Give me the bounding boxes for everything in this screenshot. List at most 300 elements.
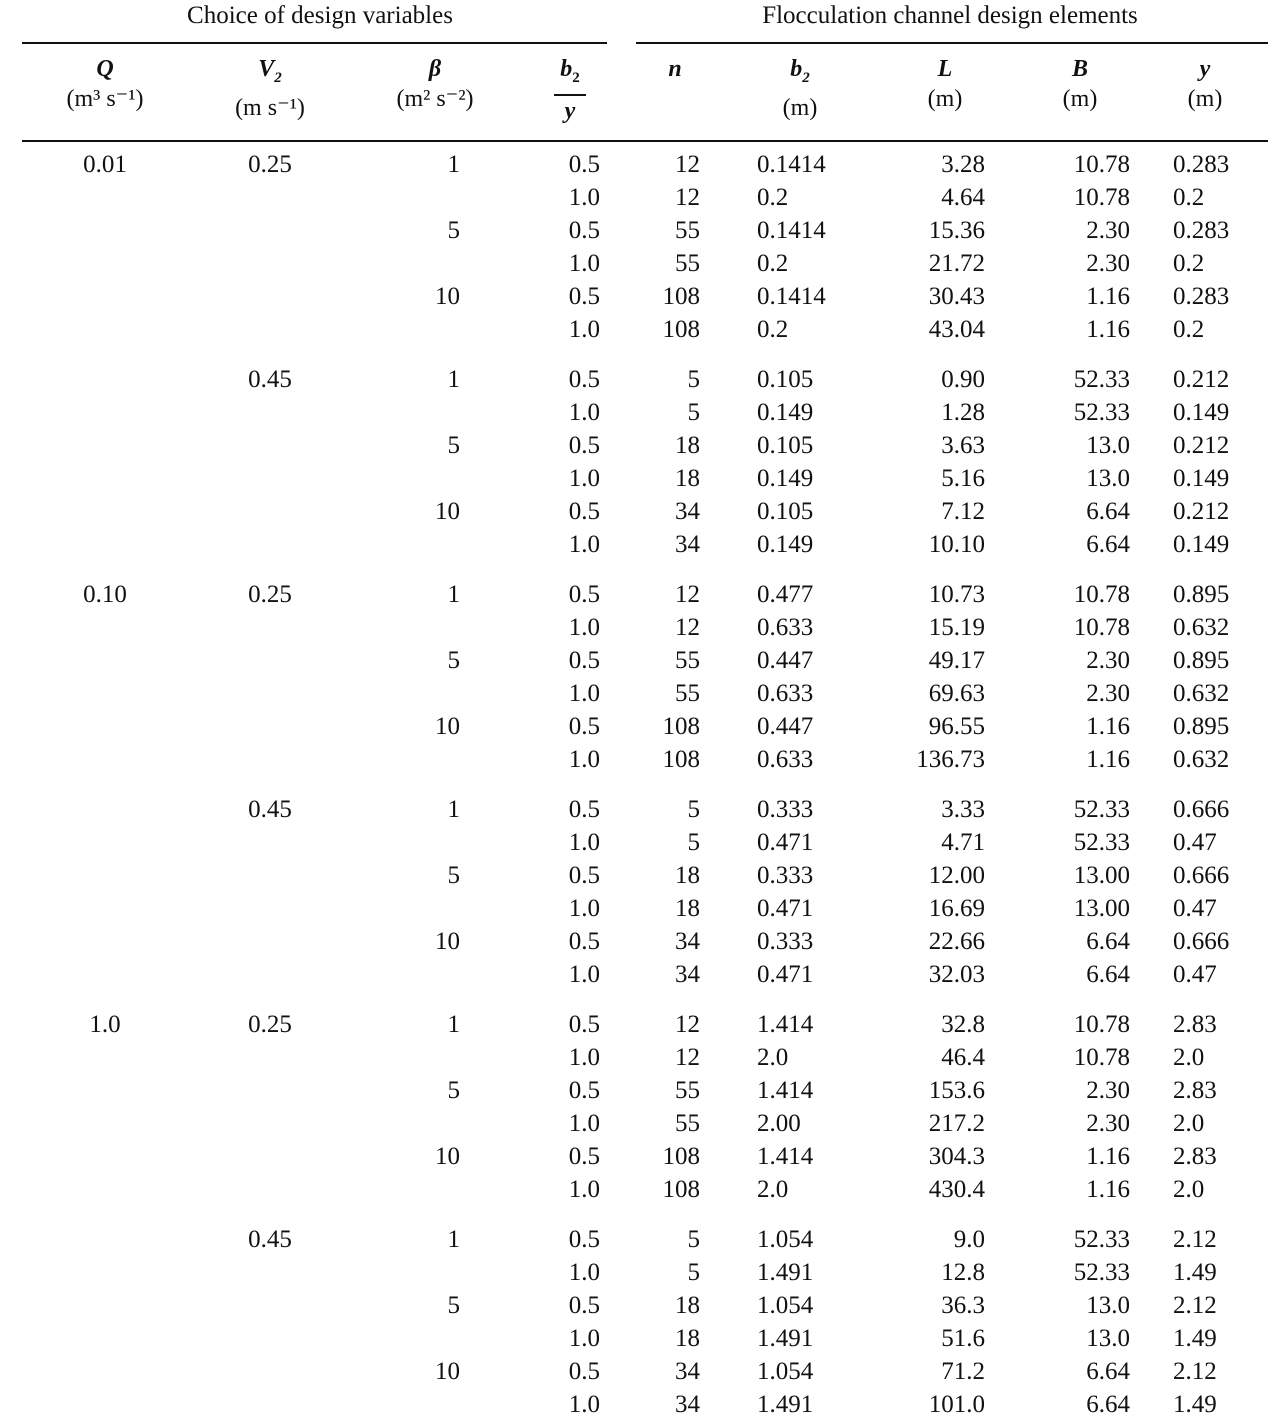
cell-n: 34 — [675, 498, 700, 525]
cell-b2-over-y: 1.0 — [568, 531, 600, 558]
cell-b2-over-y: 1.0 — [568, 399, 600, 426]
group-header-channel-elements: Flocculation channel design elements — [762, 2, 1138, 29]
cell-v2: 0.45 — [248, 1226, 292, 1253]
cell-b: 52.33 — [1073, 366, 1130, 393]
cell-n: 55 — [675, 217, 700, 244]
cell-b2: 1.491 — [757, 1325, 814, 1352]
cell-l: 3.28 — [941, 151, 985, 178]
cell-b2-over-y: 1.0 — [568, 1259, 600, 1286]
cell-n: 108 — [662, 713, 700, 740]
cell-b: 13.00 — [1073, 895, 1130, 922]
cell-y: 2.12 — [1173, 1226, 1217, 1253]
column-header-b2-over-y: $b_2$ y — [550, 55, 590, 124]
cell-l: 15.36 — [928, 217, 985, 244]
cell-b2: 0.105 — [757, 366, 814, 393]
cell-beta: 1 — [447, 1011, 460, 1038]
cell-b2-over-y: 0.5 — [568, 647, 600, 674]
column-unit-q: (m³ s⁻¹) — [66, 86, 144, 112]
table-row — [0, 247, 1278, 280]
cell-y: 0.47 — [1173, 829, 1217, 856]
cell-y: 0.895 — [1173, 581, 1230, 608]
cell-l: 32.8 — [941, 1011, 985, 1038]
cell-n: 108 — [662, 1176, 700, 1203]
table-row — [0, 793, 1278, 826]
cell-l: 101.0 — [928, 1391, 985, 1418]
cell-b: 10.78 — [1073, 1011, 1130, 1038]
column-header-b: B (m) — [1062, 56, 1098, 112]
column-unit-beta: (m² s⁻²) — [396, 86, 474, 112]
cell-n: 34 — [675, 1391, 700, 1418]
cell-b2-over-y: 0.5 — [568, 217, 600, 244]
cell-b2-over-y: 0.5 — [568, 1292, 600, 1319]
cell-b2: 0.333 — [757, 862, 814, 889]
cell-n: 5 — [687, 829, 700, 856]
cell-b2: 0.2 — [757, 250, 789, 277]
cell-b2-over-y: 1.0 — [568, 1176, 600, 1203]
group-header-design-variables: Choice of design variables — [187, 2, 453, 29]
cell-l: 1.28 — [941, 399, 985, 426]
table-row — [0, 1223, 1278, 1256]
cell-b2: 0.633 — [757, 680, 814, 707]
cell-b2: 0.333 — [757, 796, 814, 823]
cell-l: 5.16 — [941, 465, 985, 492]
cell-y: 2.83 — [1173, 1143, 1217, 1170]
cell-l: 43.04 — [928, 316, 985, 343]
table-row — [0, 925, 1278, 958]
cell-b2-over-y: 0.5 — [568, 432, 600, 459]
cell-b2-over-y: 0.5 — [568, 151, 600, 178]
column-header-b2: $b_2$ (m) — [782, 56, 818, 121]
cell-l: 69.63 — [928, 680, 985, 707]
column-unit-y: (m) — [1187, 86, 1223, 112]
cell-l: 16.69 — [928, 895, 985, 922]
cell-n: 5 — [687, 1226, 700, 1253]
cell-b: 52.33 — [1073, 1259, 1130, 1286]
cell-y: 0.283 — [1173, 217, 1230, 244]
cell-l: 46.4 — [941, 1044, 985, 1071]
cell-b2: 2.00 — [757, 1110, 801, 1137]
cell-b2-over-y: 1.0 — [568, 680, 600, 707]
table-row — [0, 1107, 1278, 1140]
cell-b2: 1.414 — [757, 1143, 814, 1170]
cell-b2-over-y: 0.5 — [568, 1077, 600, 1104]
cell-n: 18 — [675, 895, 700, 922]
cell-l: 32.03 — [928, 961, 985, 988]
cell-beta: 1 — [447, 1226, 460, 1253]
cell-n: 108 — [662, 316, 700, 343]
cell-b: 1.16 — [1086, 1143, 1130, 1170]
column-header-l: L (m) — [927, 56, 963, 112]
cell-b2-over-y: 1.0 — [568, 746, 600, 773]
column-header-y: y (m) — [1187, 56, 1223, 112]
cell-b2: 0.447 — [757, 713, 814, 740]
cell-beta: 5 — [447, 1292, 460, 1319]
table-row — [0, 214, 1278, 247]
cell-b2: 0.333 — [757, 928, 814, 955]
cell-v2: 0.25 — [248, 1011, 292, 1038]
cell-n: 18 — [675, 862, 700, 889]
cell-y: 1.49 — [1173, 1325, 1217, 1352]
table-row — [0, 313, 1278, 346]
cell-b: 1.16 — [1086, 1176, 1130, 1203]
cell-b2-over-y: 1.0 — [568, 1391, 600, 1418]
cell-b2: 0.149 — [757, 465, 814, 492]
cell-b: 13.0 — [1086, 432, 1130, 459]
cell-l: 136.73 — [916, 746, 985, 773]
table-row — [0, 743, 1278, 776]
cell-beta: 5 — [447, 432, 460, 459]
cell-l: 15.19 — [928, 614, 985, 641]
cell-l: 3.63 — [941, 432, 985, 459]
cell-b2-over-y: 1.0 — [568, 250, 600, 277]
cell-b: 1.16 — [1086, 746, 1130, 773]
cell-b: 10.78 — [1073, 184, 1130, 211]
cell-b: 52.33 — [1073, 829, 1130, 856]
cell-y: 2.83 — [1173, 1011, 1217, 1038]
cell-l: 0.90 — [941, 366, 985, 393]
cell-n: 18 — [675, 465, 700, 492]
table-row — [0, 892, 1278, 925]
table-row — [0, 644, 1278, 677]
table-row — [0, 1388, 1278, 1421]
cell-n: 55 — [675, 680, 700, 707]
cell-beta: 5 — [447, 217, 460, 244]
cell-b: 2.30 — [1086, 1110, 1130, 1137]
cell-y: 0.2 — [1173, 184, 1205, 211]
cell-b2: 0.447 — [757, 647, 814, 674]
cell-v2: 0.25 — [248, 151, 292, 178]
cell-y: 0.666 — [1173, 928, 1230, 955]
cell-y: 2.0 — [1173, 1110, 1205, 1137]
cell-y: 0.666 — [1173, 796, 1230, 823]
table-row — [0, 1173, 1278, 1206]
cell-v2: 0.25 — [248, 581, 292, 608]
cell-b2: 2.0 — [757, 1044, 789, 1071]
cell-b2: 0.1414 — [757, 283, 826, 310]
cell-beta: 1 — [447, 581, 460, 608]
cell-b2: 0.1414 — [757, 151, 826, 178]
cell-b2: 0.477 — [757, 581, 814, 608]
cell-b: 10.78 — [1073, 614, 1130, 641]
cell-b2: 0.1414 — [757, 217, 826, 244]
cell-l: 10.73 — [928, 581, 985, 608]
cell-b2: 1.414 — [757, 1011, 814, 1038]
cell-b2: 0.149 — [757, 399, 814, 426]
cell-b2-over-y: 1.0 — [568, 465, 600, 492]
cell-beta: 10 — [435, 498, 460, 525]
cell-b: 2.30 — [1086, 647, 1130, 674]
cell-l: 4.71 — [941, 829, 985, 856]
table-row — [0, 958, 1278, 991]
cell-n: 12 — [675, 581, 700, 608]
table-row — [0, 280, 1278, 313]
table-row — [0, 1041, 1278, 1074]
column-unit-b2: (m) — [782, 94, 818, 121]
cell-b2: 0.105 — [757, 432, 814, 459]
cell-l: 51.6 — [941, 1325, 985, 1352]
cell-l: 153.6 — [928, 1077, 985, 1104]
cell-y: 0.212 — [1173, 366, 1230, 393]
cell-b2: 0.2 — [757, 316, 789, 343]
table-row — [0, 611, 1278, 644]
table-row — [0, 1008, 1278, 1041]
cell-n: 55 — [675, 1110, 700, 1137]
group-rule-right — [636, 42, 1268, 44]
cell-beta: 10 — [435, 1358, 460, 1385]
cell-n: 108 — [662, 1143, 700, 1170]
cell-l: 10.10 — [928, 531, 985, 558]
cell-b2-over-y: 0.5 — [568, 1358, 600, 1385]
cell-b2-over-y: 0.5 — [568, 366, 600, 393]
cell-b: 52.33 — [1073, 1226, 1130, 1253]
table-row — [0, 462, 1278, 495]
cell-y: 0.632 — [1173, 746, 1230, 773]
cell-b: 6.64 — [1086, 1391, 1130, 1418]
cell-l: 7.12 — [941, 498, 985, 525]
table-row — [0, 528, 1278, 561]
cell-y: 0.149 — [1173, 531, 1230, 558]
cell-b2: 0.149 — [757, 531, 814, 558]
cell-q: 1.0 — [89, 1011, 121, 1038]
cell-b: 13.0 — [1086, 1325, 1130, 1352]
cell-b2: 1.491 — [757, 1259, 814, 1286]
cell-n: 18 — [675, 432, 700, 459]
cell-y: 0.47 — [1173, 895, 1217, 922]
cell-b: 6.64 — [1086, 531, 1130, 558]
cell-n: 5 — [687, 366, 700, 393]
table-row — [0, 429, 1278, 462]
cell-n: 108 — [662, 746, 700, 773]
cell-n: 5 — [687, 796, 700, 823]
cell-y: 2.12 — [1173, 1358, 1217, 1385]
cell-l: 36.3 — [941, 1292, 985, 1319]
cell-l: 217.2 — [928, 1110, 985, 1137]
cell-b2: 2.0 — [757, 1176, 789, 1203]
column-unit-v2: (m s⁻¹) — [235, 94, 305, 121]
cell-n: 34 — [675, 928, 700, 955]
cell-b2-over-y: 1.0 — [568, 184, 600, 211]
cell-beta: 5 — [447, 862, 460, 889]
cell-b: 10.78 — [1073, 151, 1130, 178]
cell-b: 1.16 — [1086, 283, 1130, 310]
cell-b: 1.16 — [1086, 316, 1130, 343]
cell-b2-over-y: 0.5 — [568, 796, 600, 823]
table-row — [0, 1289, 1278, 1322]
cell-beta: 1 — [447, 151, 460, 178]
cell-b2-over-y: 0.5 — [568, 862, 600, 889]
cell-b2: 0.633 — [757, 614, 814, 641]
cell-b: 10.78 — [1073, 581, 1130, 608]
cell-b2-over-y: 0.5 — [568, 928, 600, 955]
cell-n: 12 — [675, 1011, 700, 1038]
cell-y: 2.0 — [1173, 1176, 1205, 1203]
cell-b: 13.0 — [1086, 1292, 1130, 1319]
cell-y: 0.632 — [1173, 614, 1230, 641]
table-row — [0, 495, 1278, 528]
cell-y: 0.149 — [1173, 399, 1230, 426]
cell-beta: 1 — [447, 366, 460, 393]
table-row — [0, 363, 1278, 396]
cell-y: 2.0 — [1173, 1044, 1205, 1071]
table-row — [0, 1074, 1278, 1107]
cell-b2-over-y: 0.5 — [568, 1143, 600, 1170]
table-row — [0, 181, 1278, 214]
cell-n: 12 — [675, 184, 700, 211]
cell-l: 304.3 — [928, 1143, 985, 1170]
cell-l: 430.4 — [928, 1176, 985, 1203]
cell-b2: 0.105 — [757, 498, 814, 525]
cell-l: 9.0 — [953, 1226, 985, 1253]
cell-y: 0.895 — [1173, 713, 1230, 740]
cell-y: 0.666 — [1173, 862, 1230, 889]
cell-beta: 1 — [447, 796, 460, 823]
cell-v2: 0.45 — [248, 796, 292, 823]
cell-beta: 10 — [435, 928, 460, 955]
cell-n: 55 — [675, 1077, 700, 1104]
cell-b2: 1.054 — [757, 1292, 814, 1319]
table-row — [0, 396, 1278, 429]
cell-l: 71.2 — [941, 1358, 985, 1385]
cell-b2-over-y: 0.5 — [568, 498, 600, 525]
cell-b2-over-y: 0.5 — [568, 713, 600, 740]
cell-beta: 10 — [435, 1143, 460, 1170]
cell-l: 3.33 — [941, 796, 985, 823]
header-rule — [22, 140, 1268, 142]
cell-b: 2.30 — [1086, 217, 1130, 244]
cell-b: 6.64 — [1086, 498, 1130, 525]
table-row — [0, 859, 1278, 892]
table-row — [0, 826, 1278, 859]
group-rule-left — [22, 42, 607, 44]
cell-n: 34 — [675, 961, 700, 988]
cell-y: 0.895 — [1173, 647, 1230, 674]
cell-b2-over-y: 0.5 — [568, 1011, 600, 1038]
cell-b: 13.0 — [1086, 465, 1130, 492]
cell-b: 52.33 — [1073, 399, 1130, 426]
cell-n: 12 — [675, 1044, 700, 1071]
cell-b2-over-y: 0.5 — [568, 283, 600, 310]
cell-b2-over-y: 1.0 — [568, 1044, 600, 1071]
cell-n: 55 — [675, 250, 700, 277]
cell-beta: 10 — [435, 713, 460, 740]
cell-b2-over-y: 1.0 — [568, 961, 600, 988]
cell-n: 18 — [675, 1325, 700, 1352]
cell-b2-over-y: 0.5 — [568, 581, 600, 608]
cell-beta: 5 — [447, 647, 460, 674]
cell-y: 0.149 — [1173, 465, 1230, 492]
cell-b2-over-y: 1.0 — [568, 1325, 600, 1352]
cell-b2: 1.054 — [757, 1226, 814, 1253]
table-row — [0, 1355, 1278, 1388]
cell-n: 12 — [675, 614, 700, 641]
cell-y: 2.83 — [1173, 1077, 1217, 1104]
cell-beta: 5 — [447, 1077, 460, 1104]
cell-beta: 10 — [435, 283, 460, 310]
cell-b2: 0.633 — [757, 746, 814, 773]
cell-l: 96.55 — [928, 713, 985, 740]
cell-b2: 0.471 — [757, 961, 814, 988]
cell-b: 6.64 — [1086, 928, 1130, 955]
cell-n: 34 — [675, 531, 700, 558]
cell-n: 5 — [687, 399, 700, 426]
cell-n: 18 — [675, 1292, 700, 1319]
cell-y: 0.47 — [1173, 961, 1217, 988]
cell-n: 55 — [675, 647, 700, 674]
cell-l: 22.66 — [928, 928, 985, 955]
cell-y: 1.49 — [1173, 1259, 1217, 1286]
column-header-v2: $V_2$ (m s⁻¹) — [235, 56, 305, 121]
cell-q: 0.01 — [83, 151, 127, 178]
cell-l: 21.72 — [928, 250, 985, 277]
cell-b2-over-y: 1.0 — [568, 829, 600, 856]
column-header-q: Q (m³ s⁻¹) — [66, 56, 144, 112]
table-row — [0, 148, 1278, 181]
column-unit-l: (m) — [927, 86, 963, 112]
cell-n: 108 — [662, 283, 700, 310]
cell-b2: 1.491 — [757, 1391, 814, 1418]
cell-b2-over-y: 0.5 — [568, 1226, 600, 1253]
cell-n: 12 — [675, 151, 700, 178]
cell-b2-over-y: 1.0 — [568, 895, 600, 922]
cell-b2: 1.414 — [757, 1077, 814, 1104]
cell-b2-over-y: 1.0 — [568, 316, 600, 343]
table-row — [0, 710, 1278, 743]
cell-l: 12.00 — [928, 862, 985, 889]
column-header-n: n — [668, 56, 682, 82]
cell-n: 34 — [675, 1358, 700, 1385]
column-unit-b: (m) — [1062, 86, 1098, 112]
table-row — [0, 677, 1278, 710]
cell-y: 0.283 — [1173, 283, 1230, 310]
cell-b2: 0.471 — [757, 895, 814, 922]
cell-b: 2.30 — [1086, 1077, 1130, 1104]
column-header-beta: β (m² s⁻²) — [396, 56, 474, 112]
cell-l: 12.8 — [941, 1259, 985, 1286]
cell-b: 10.78 — [1073, 1044, 1130, 1071]
cell-b: 6.64 — [1086, 1358, 1130, 1385]
cell-b: 2.30 — [1086, 250, 1130, 277]
table-row — [0, 1256, 1278, 1289]
cell-b2: 1.054 — [757, 1358, 814, 1385]
cell-b2: 0.471 — [757, 829, 814, 856]
cell-l: 49.17 — [928, 647, 985, 674]
table-row — [0, 1322, 1278, 1355]
cell-b: 52.33 — [1073, 796, 1130, 823]
cell-y: 0.2 — [1173, 250, 1205, 277]
cell-b: 13.00 — [1073, 862, 1130, 889]
cell-l: 4.64 — [941, 184, 985, 211]
cell-b2-over-y: 1.0 — [568, 614, 600, 641]
cell-n: 5 — [687, 1259, 700, 1286]
cell-y: 0.283 — [1173, 151, 1230, 178]
cell-b: 2.30 — [1086, 680, 1130, 707]
table-row — [0, 578, 1278, 611]
cell-y: 0.632 — [1173, 680, 1230, 707]
cell-y: 2.12 — [1173, 1292, 1217, 1319]
cell-y: 0.212 — [1173, 498, 1230, 525]
cell-b: 6.64 — [1086, 961, 1130, 988]
cell-b2-over-y: 1.0 — [568, 1110, 600, 1137]
cell-y: 0.212 — [1173, 432, 1230, 459]
cell-b2: 0.2 — [757, 184, 789, 211]
cell-q: 0.10 — [83, 581, 127, 608]
cell-b: 1.16 — [1086, 713, 1130, 740]
cell-y: 0.2 — [1173, 316, 1205, 343]
cell-v2: 0.45 — [248, 366, 292, 393]
table-row — [0, 1140, 1278, 1173]
cell-l: 30.43 — [928, 283, 985, 310]
cell-y: 1.49 — [1173, 1391, 1217, 1418]
